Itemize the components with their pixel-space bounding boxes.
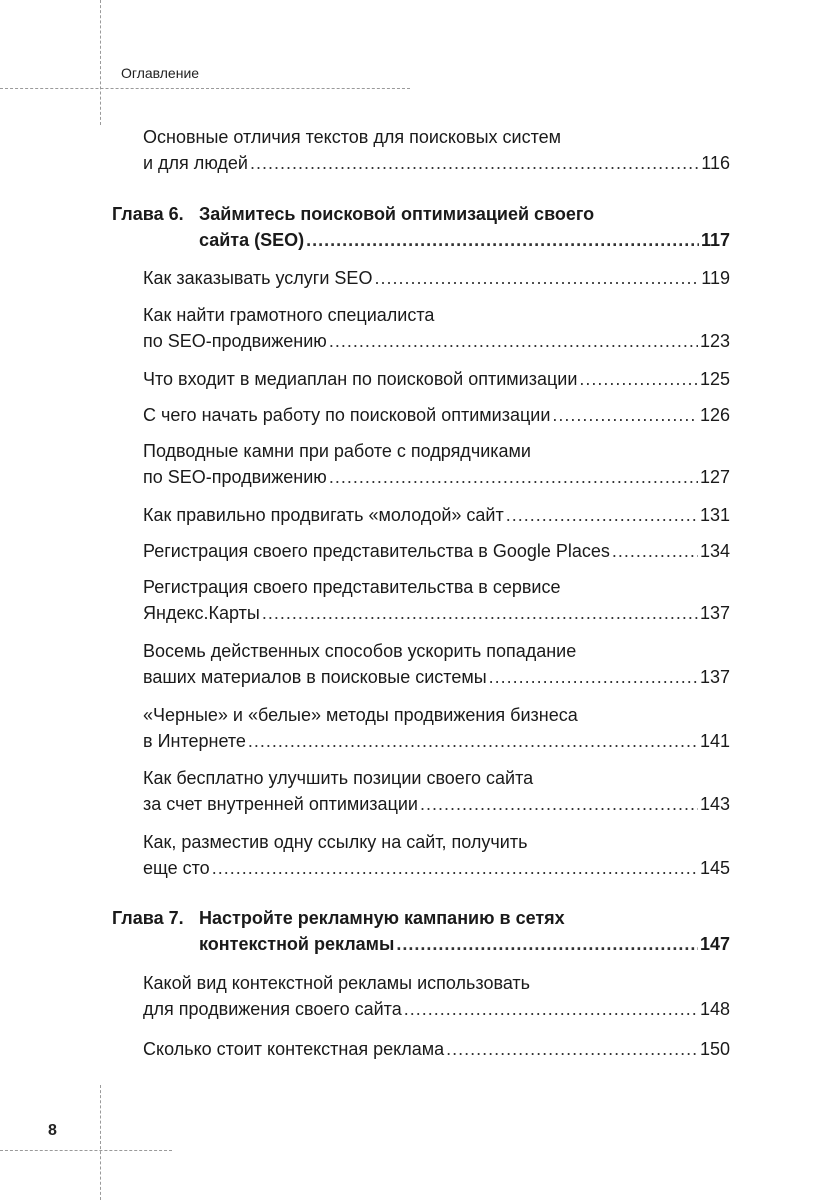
dot-leader [306,227,699,253]
toc-entry[interactable] [143,765,730,817]
chapter-page: 147 [699,934,730,954]
toc-entry-title-line1: Как, разместив одну ссылку на сайт, получить [143,832,528,852]
toc-entry-title-line1: Регистрация своего представительства в сервисе [143,577,561,597]
toc-entry[interactable] [143,302,730,354]
toc-entry[interactable] [143,638,730,690]
dot-leader [248,728,698,754]
toc-entry-title-line1: Как бесплатно улучшить позиции своего сайта [143,768,534,788]
toc-entry[interactable] [143,1036,730,1062]
toc-entry-page: 143 [699,794,730,814]
toc-entry-title-line2: еще сто [143,858,210,878]
toc-entry-page: 131 [699,505,730,525]
toc-entry-title-line2: для продвижения своего сайта [143,999,402,1019]
dot-leader [489,664,698,690]
toc-entry[interactable] [143,574,730,626]
toc-entry-title-line1: Какой вид контекстной рекламы использовать [143,973,531,993]
toc-entry[interactable] [143,366,730,392]
toc-entry-page: 123 [699,331,730,351]
dot-leader [329,328,698,354]
crop-mark-bottom-vertical [100,1085,101,1200]
toc-entry-page: 119 [701,268,730,288]
toc-entry-page: 125 [699,369,730,389]
toc-entry[interactable] [143,702,730,754]
toc-entry-title: Как правильно продвигать «молодой» сайт [143,505,504,525]
toc-entry-title: Как заказывать услуги SEO [143,268,373,288]
crop-mark-top-vertical [100,0,101,125]
dot-leader [506,502,698,528]
toc-chapter-7[interactable] [112,905,730,957]
toc-entry-page: 137 [699,667,730,687]
toc-entry[interactable] [143,438,730,490]
toc-entry-title-line2: по SEO-продвижению [143,467,327,487]
toc-entry-title-line1: Восемь действенных способов ускорить попадание [143,641,577,661]
toc-entry-page: 116 [701,153,730,173]
toc-entry-title: С чего начать работу по поисковой оптимизации [143,405,551,425]
chapter-title-line2: сайта (SEO) [199,230,305,250]
toc-entry[interactable] [143,970,730,1022]
running-header: Оглавление [121,65,200,81]
toc-entry-page: 126 [699,405,730,425]
dot-leader [374,265,699,291]
toc-entry-title-line2: в Интернете [143,731,246,751]
chapter-title-line1: Настройте рекламную кампанию в сетях [199,908,565,928]
toc-entry-page: 145 [699,858,730,878]
toc-entry-page: 134 [699,541,730,561]
toc-entry-title-line1: Подводные камни при работе с подрядчиками [143,441,531,461]
dot-leader [612,538,698,564]
toc-entry-title-line1: Как найти грамотного специалиста [143,305,435,325]
toc-chapter-6[interactable] [112,201,730,253]
toc-entry[interactable] [143,829,730,881]
toc-entry[interactable] [143,538,730,564]
dot-leader [329,464,698,490]
toc-entry-page: 150 [699,1039,730,1059]
toc-entry-title-line2: ваших материалов в поисковые системы [143,667,487,687]
chapter-page: 117 [700,230,730,250]
toc-entry-page: 127 [699,467,730,487]
page-number: 8 [48,1122,57,1139]
toc-entry-title-line1: «Черные» и «белые» методы продвижения бизнеса [143,705,578,725]
dot-leader [262,600,698,626]
crop-mark-bottom-horizontal [0,1150,172,1151]
toc-entry-page: 137 [699,603,730,623]
dot-leader [404,996,698,1022]
dot-leader [420,791,698,817]
toc-entry-title-line1: Основные отличия текстов для поисковых систем [143,127,561,147]
dot-leader [446,1036,698,1062]
toc-entry[interactable] [143,402,730,428]
toc-entry-title: Регистрация своего представительства в Google Places [143,541,610,561]
chapter-title-line1: Займитесь поисковой оптимизацией своего [199,204,595,224]
toc-entry[interactable] [143,502,730,528]
toc-entry-title: Что входит в медиаплан по поисковой оптимизации [143,369,578,389]
crop-mark-top-horizontal [0,88,410,89]
toc-entry[interactable] [143,265,730,291]
toc-entry-title: Сколько стоит контекстная реклама [143,1039,445,1059]
toc-entry-page: 148 [699,999,730,1019]
toc-entry-title-line2: по SEO-продвижению [143,331,327,351]
chapter-title-line2: контекстной рекламы [199,934,395,954]
toc-entry-title-line2: за счет внутренней оптимизации [143,794,418,814]
dot-leader [250,150,699,176]
chapter-label: Глава 6. [112,204,184,224]
toc-entry-title-line2: Яндекс.Карты [143,603,260,623]
dot-leader [396,931,698,957]
toc-entry-page: 141 [699,731,730,751]
toc-entry-title-line2: и для людей [143,153,248,173]
dot-leader [212,855,698,881]
dot-leader [552,402,698,428]
chapter-label: Глава 7. [112,908,184,928]
toc-entry[interactable] [143,124,730,176]
dot-leader [579,366,698,392]
